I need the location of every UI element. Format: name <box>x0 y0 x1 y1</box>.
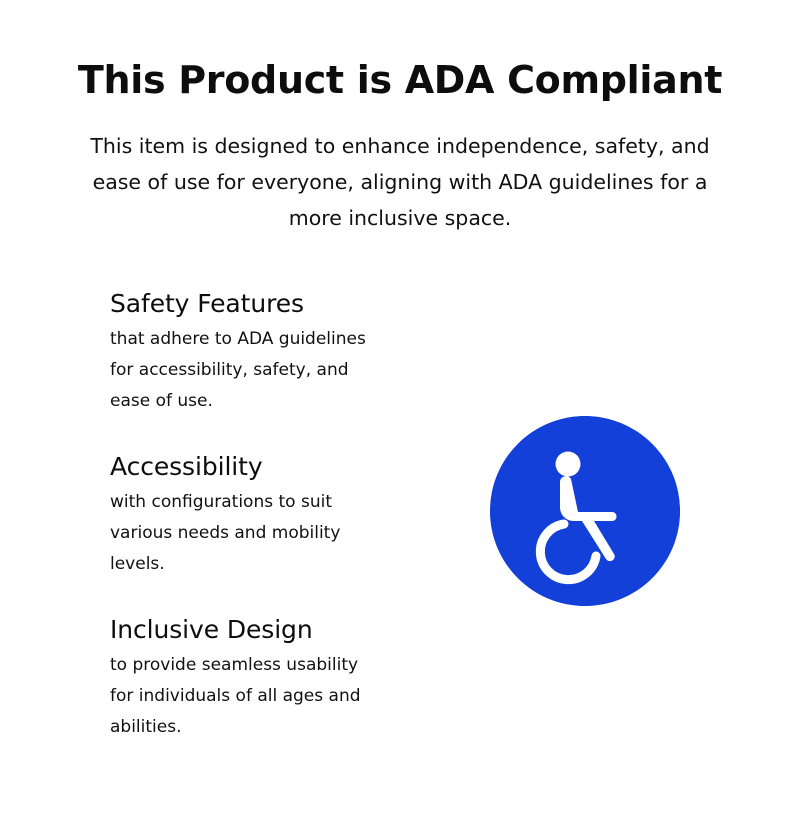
feature-item-inclusive-design <box>110 614 410 743</box>
feature-title: Accessibility <box>110 452 263 481</box>
feature-description: that adhere to ADA guidelines for accessibility, safety, and ease of use. <box>110 329 366 411</box>
feature-title: Safety Features <box>110 289 304 318</box>
ada-badge <box>490 416 680 606</box>
page-subtitle: This item is designed to enhance independence, safety, and ease of use for everyone, aligning with ADA guidelines for a more inclusive space. <box>90 134 710 230</box>
content-area <box>0 288 800 833</box>
feature-title: Inclusive Design <box>110 615 313 644</box>
feature-item-safety-features <box>110 288 410 417</box>
feature-description: to provide seamless usability for individuals of all ages and abilities. <box>110 655 361 737</box>
feature-description: with configurations to suit various needs and mobility levels. <box>110 492 341 574</box>
wheelchair-accessibility-icon <box>490 416 680 606</box>
feature-item-accessibility <box>110 451 410 580</box>
page-title: This Product is ADA Compliant <box>77 58 723 102</box>
feature-list <box>110 288 410 743</box>
